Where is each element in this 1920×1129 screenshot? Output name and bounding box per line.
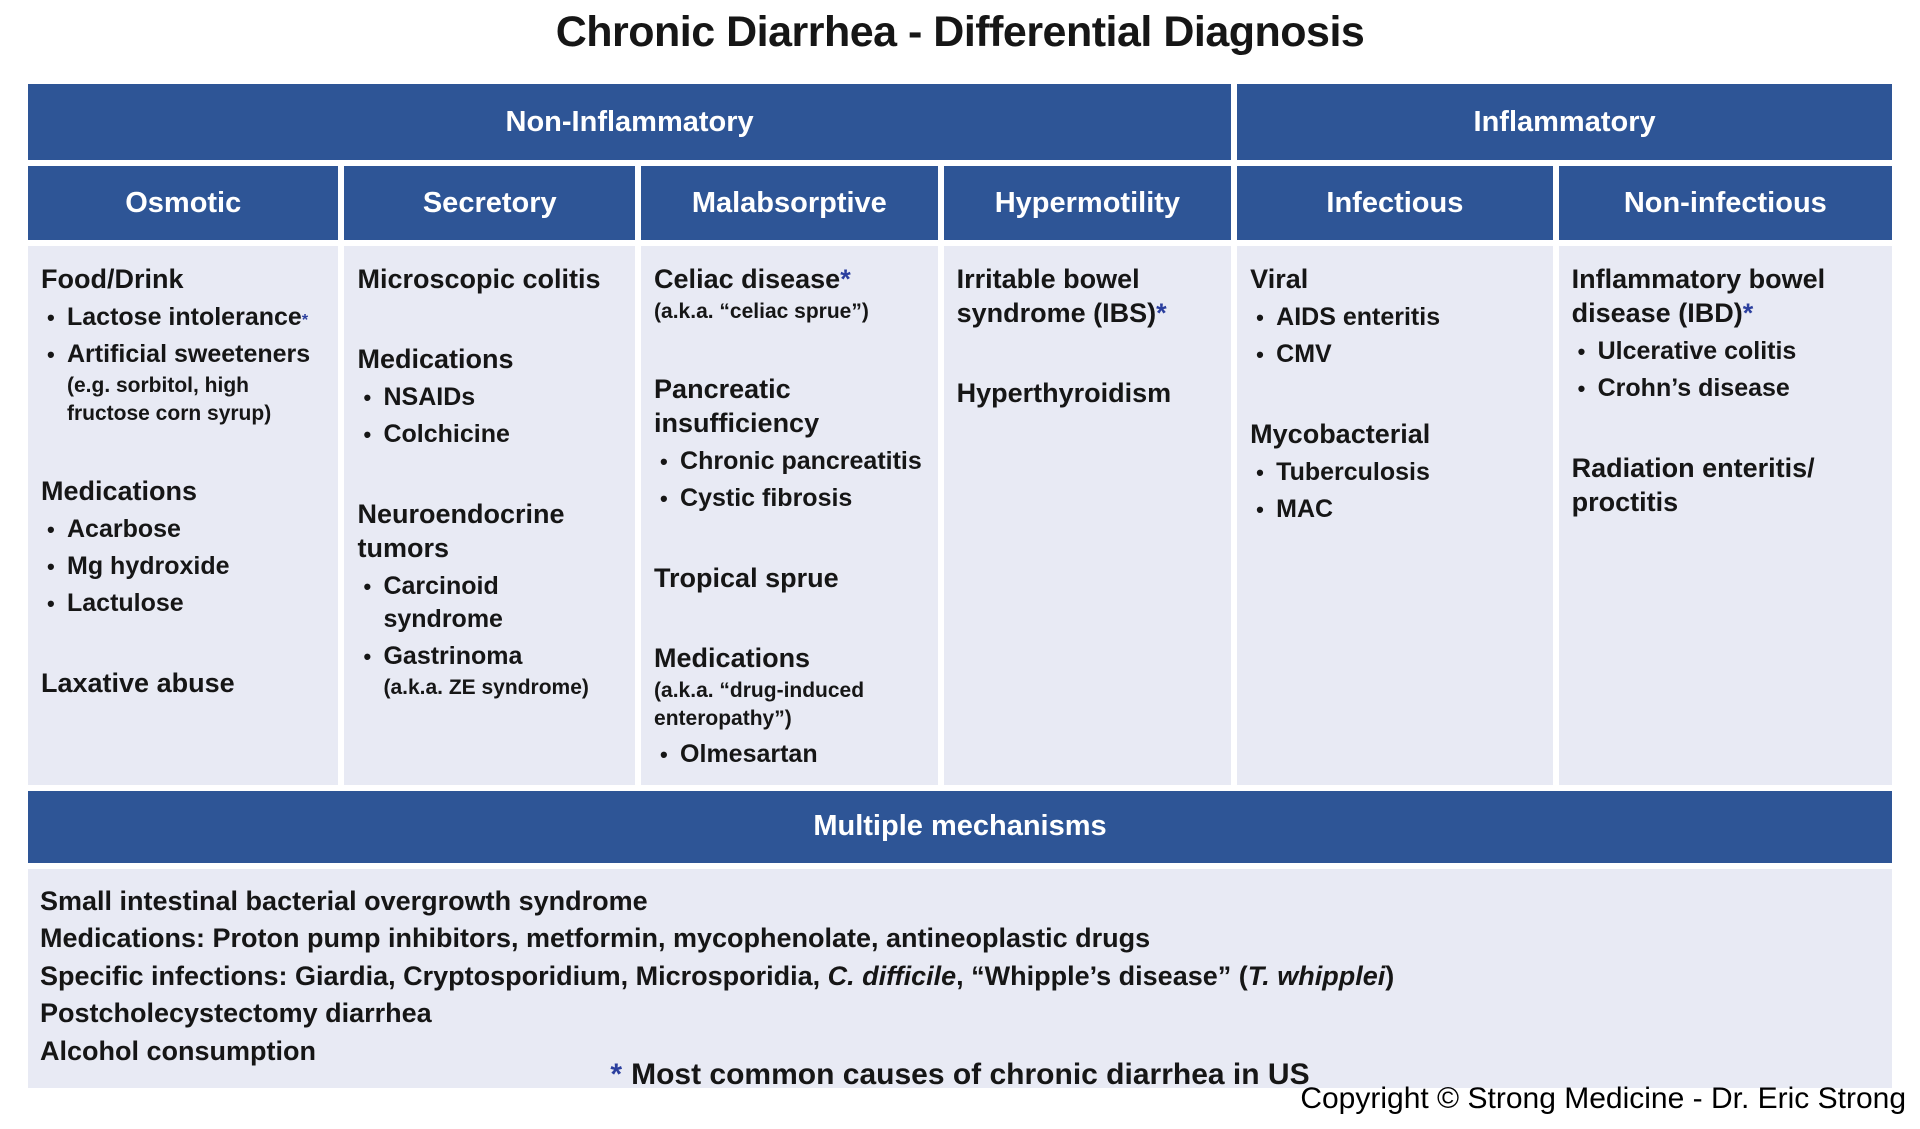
bullet-item	[41, 301, 328, 334]
footnote-text: Most common causes of chronic diarrhea in US	[631, 1058, 1310, 1091]
content-block	[1572, 451, 1882, 519]
content-block	[654, 561, 928, 595]
bullet-text: Olmesartan	[680, 739, 818, 768]
bullet-text: Tuberculosis	[1276, 458, 1430, 487]
column-header-label: Secretory	[422, 186, 557, 219]
bullet-text: MAC	[1276, 495, 1334, 524]
heading-text: Medications	[357, 344, 514, 375]
bullet-body	[1276, 456, 1542, 489]
block-heading	[41, 474, 328, 508]
bullet-text: Lactose intolerance	[67, 303, 302, 332]
bullet-text: CMV	[1276, 340, 1332, 369]
bullet-text: Artificial sweeteners	[67, 340, 311, 369]
column-header-label: Infectious	[1326, 186, 1464, 219]
content-block	[41, 666, 328, 700]
column-header-osmotic	[28, 166, 338, 240]
text-segment: Alcohol consumption	[40, 1035, 316, 1066]
bullet-body	[383, 418, 625, 451]
block-heading	[1572, 451, 1882, 519]
bullet-item	[357, 381, 625, 414]
text-segment: Small intestinal bacterial overgrowth syndrome	[40, 885, 648, 916]
multiple-mechanisms-cell	[28, 869, 1892, 1089]
bullet-dot: •	[1256, 460, 1264, 486]
block-heading	[41, 666, 328, 700]
differential-diagnosis-table	[28, 84, 1892, 1088]
bullet-dot: •	[1256, 342, 1264, 368]
content-block	[357, 497, 625, 702]
block-heading	[1250, 262, 1542, 296]
column-cell-infectious	[1237, 246, 1552, 785]
multiple-mechanisms-line	[40, 883, 1878, 921]
bullet-list	[357, 381, 625, 451]
asterisk-marker: *	[840, 264, 851, 294]
multiple-mechanisms-line	[40, 920, 1878, 958]
content-block	[654, 372, 928, 515]
bullet-dot: •	[47, 305, 55, 331]
column-cell-osmotic	[28, 246, 338, 785]
bullet-list	[1250, 301, 1542, 371]
bullet-item	[357, 418, 625, 451]
column-header-label: Non-infectious	[1623, 186, 1827, 219]
copyright-text: Copyright © Strong Medicine - Dr. Eric Strong	[1300, 1082, 1906, 1115]
heading-text: Medications	[654, 642, 811, 673]
bullet-dot: •	[660, 741, 668, 767]
block-heading	[654, 262, 928, 296]
bullet-body	[383, 570, 625, 636]
content-block	[1250, 417, 1542, 526]
bullet-item	[1250, 456, 1542, 489]
bullet-dot: •	[1577, 376, 1586, 402]
bullet-dot: •	[47, 553, 55, 579]
heading-text: Pancreatic insufficiency	[654, 373, 820, 438]
asterisk-marker: *	[610, 1058, 623, 1091]
text-segment: C. difficile	[827, 960, 957, 991]
block-heading	[654, 561, 928, 595]
bullet-note: (a.k.a. ZE syndrome)	[383, 676, 589, 700]
heading-text: Mycobacterial	[1250, 419, 1431, 450]
bullet-dot: •	[660, 485, 668, 511]
heading-text: Irritable bowel syndrome (IBS)	[956, 264, 1157, 329]
text-segment: Postcholecystectomy diarrhea	[40, 998, 432, 1029]
bullet-text: Acarbose	[67, 514, 181, 543]
column-header-hypermotility	[944, 166, 1232, 240]
bullet-text: Mg hydroxide	[67, 551, 230, 580]
bullet-dot: •	[363, 422, 372, 448]
bullet-text: Colchicine	[383, 420, 510, 449]
bullet-list	[1572, 335, 1882, 405]
bullet-list	[41, 513, 328, 620]
block-heading	[1572, 262, 1882, 330]
bullet-body	[1598, 335, 1882, 368]
bullet-text: Ulcerative colitis	[1597, 337, 1797, 366]
bullet-dot: •	[363, 385, 372, 411]
bullet-body	[1276, 338, 1542, 371]
bullet-dot: •	[47, 590, 55, 616]
bullet-item	[1250, 493, 1542, 526]
bullet-list	[654, 445, 928, 515]
bullet-body	[1276, 301, 1542, 334]
text-segment: Medications: Proton pump inhibitors, metformin, mycophenolate, antineoplastic drugs	[40, 923, 1151, 954]
bullet-item	[41, 513, 328, 546]
content-block	[357, 342, 625, 451]
banner-label: Multiple mechanisms	[813, 810, 1107, 843]
column-cell-secretory	[344, 246, 635, 785]
block-heading	[1250, 417, 1542, 451]
bullet-list	[357, 570, 625, 702]
content-block	[654, 262, 928, 326]
bullet-item	[41, 338, 328, 428]
block-note: (a.k.a. “celiac sprue”)	[654, 300, 869, 324]
text-segment: , “Whipple’s disease” (	[956, 960, 1248, 991]
bullet-dot: •	[363, 574, 372, 600]
column-header-malabsorptive	[641, 166, 938, 240]
heading-text: Inflammatory bowel disease (IBD)	[1571, 264, 1826, 329]
multiple-mechanisms-line	[40, 958, 1878, 996]
bullet-dot: •	[363, 644, 372, 670]
column-header-secretory	[344, 166, 635, 240]
text-segment: )	[1385, 960, 1395, 991]
column-header-non-infectious	[1559, 166, 1892, 240]
content-block	[41, 262, 328, 428]
bullet-text: Lactulose	[67, 588, 184, 617]
bullet-text: Crohn’s disease	[1597, 374, 1790, 403]
column-header-label: Osmotic	[125, 186, 242, 219]
bullet-dot: •	[660, 448, 668, 474]
bullet-text: AIDS enteritis	[1276, 303, 1441, 332]
bullet-text: Carcinoid syndrome	[383, 572, 503, 634]
heading-text: Radiation enteritis/ proctitis	[1571, 453, 1815, 518]
bullet-item	[357, 640, 625, 702]
heading-text: Viral	[1250, 264, 1309, 294]
multiple-mechanisms-line	[40, 995, 1878, 1033]
bullet-body	[67, 513, 328, 546]
bullet-dot: •	[1577, 339, 1586, 365]
heading-text: Tropical sprue	[654, 562, 839, 593]
bullet-item	[1250, 338, 1542, 371]
heading-text: Hyperthyroidism	[956, 378, 1172, 409]
bullet-body	[1598, 372, 1882, 405]
heading-text: Food/Drink	[41, 264, 184, 294]
bullet-body	[67, 550, 328, 583]
bullet-body	[383, 640, 625, 702]
column-cell-non-infectious	[1559, 246, 1892, 785]
bullet-item	[357, 570, 625, 636]
column-cell-malabsorptive	[641, 246, 938, 785]
page-title: Chronic Diarrhea - Differential Diagnosis	[555, 8, 1365, 56]
column-header-infectious	[1237, 166, 1552, 240]
block-heading	[654, 641, 928, 675]
block-heading	[41, 262, 328, 296]
bullet-list	[1250, 456, 1542, 526]
bullet-body	[680, 738, 928, 771]
bullet-item	[41, 550, 328, 583]
heading-text: Celiac disease	[654, 264, 841, 294]
content-block	[1572, 262, 1882, 405]
bullet-note: (e.g. sorbitol, high fructose corn syrup)	[67, 374, 272, 425]
bullet-text: Gastrinoma	[383, 642, 523, 671]
bullet-body	[1276, 493, 1542, 526]
content-block	[357, 262, 625, 296]
asterisk-marker: *	[301, 312, 309, 330]
bullet-list	[654, 738, 928, 771]
heading-text: Neuroendocrine tumors	[357, 499, 565, 564]
heading-text: Medications	[41, 475, 198, 506]
bullet-dot: •	[47, 342, 55, 368]
column-header-label: Malabsorptive	[691, 186, 887, 219]
bullet-item	[654, 482, 928, 515]
bullet-list	[41, 301, 328, 428]
bullet-dot: •	[1256, 497, 1264, 523]
bullet-item	[1250, 301, 1542, 334]
heading-text: Laxative abuse	[41, 667, 235, 698]
block-heading	[957, 262, 1222, 330]
bullet-body	[383, 381, 625, 414]
bullet-body	[680, 445, 928, 478]
bullet-text: NSAIDs	[383, 383, 476, 412]
bullet-body	[67, 301, 328, 334]
bullet-dot: •	[1256, 305, 1264, 331]
block-heading	[654, 372, 928, 440]
bullet-item	[41, 587, 328, 620]
asterisk-marker: *	[1742, 298, 1754, 329]
bullet-text: Cystic fibrosis	[680, 483, 853, 512]
bullet-item	[654, 738, 928, 771]
bullet-item	[1572, 372, 1882, 405]
group-header-label: Non-Inflammatory	[505, 105, 754, 138]
text-segment: Specific infections: Giardia, Cryptosporidium, Microsporidia,	[40, 960, 828, 991]
content-block	[957, 376, 1222, 410]
bullet-item	[654, 445, 928, 478]
block-heading	[957, 376, 1222, 410]
content-block	[1250, 262, 1542, 371]
bullet-text: Chronic pancreatitis	[680, 446, 922, 475]
bullet-item	[1572, 335, 1882, 368]
block-heading	[357, 342, 625, 376]
bullet-dot: •	[47, 516, 55, 542]
content-block	[654, 641, 928, 771]
group-header-inflammatory	[1237, 84, 1892, 160]
content-block	[957, 262, 1222, 330]
group-header-non-inflammatory	[28, 84, 1231, 160]
block-heading	[357, 497, 625, 565]
bullet-body	[680, 482, 928, 515]
block-heading	[357, 262, 625, 296]
text-segment: T. whipplei	[1247, 960, 1386, 991]
column-cell-hypermotility	[944, 246, 1232, 785]
bullet-body	[67, 338, 328, 428]
bullet-body	[67, 587, 328, 620]
asterisk-marker: *	[1156, 298, 1167, 329]
column-header-label: Hypermotility	[994, 186, 1181, 219]
multiple-mechanisms-banner	[28, 791, 1892, 863]
heading-text: Microscopic colitis	[357, 264, 601, 294]
content-block	[41, 474, 328, 620]
block-note: (a.k.a. “drug-induced enteropathy”)	[654, 679, 865, 730]
group-header-label: Inflammatory	[1473, 105, 1656, 138]
